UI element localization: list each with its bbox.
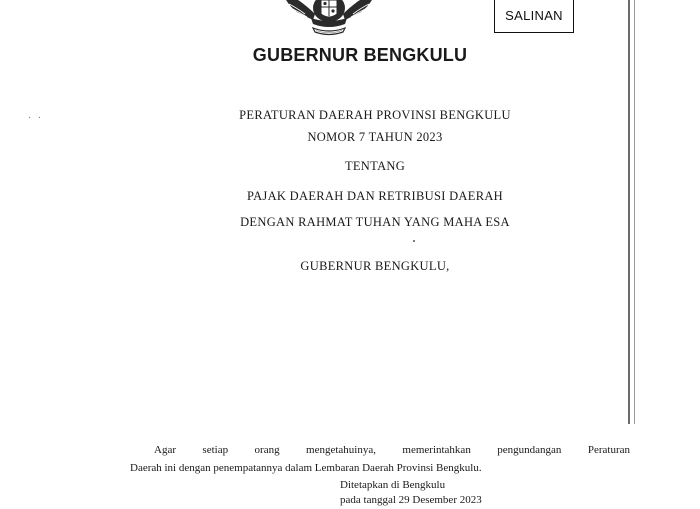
closing-paragraph-line-2: Daerah ini dengan penempatannya dalam Lembaran Daerah Provinsi Bengkulu. (130, 462, 482, 474)
document-header-title: GUBERNUR BENGKULU (252, 45, 468, 65)
regulation-governor: GUBERNUR BENGKULU, (300, 259, 450, 273)
garuda-emblem-icon (283, 0, 375, 40)
enacted-date: pada tanggal 29 Desember 2023 (340, 494, 482, 506)
stamp-label: SALINAN (505, 8, 563, 23)
regulation-number: NOMOR 7 TAHUN 2023 (307, 130, 443, 144)
salinan-stamp (494, 0, 574, 33)
enacted-place: Ditetapkan di Bengkulu (340, 479, 446, 491)
page-separator (0, 424, 700, 436)
regulation-about: TENTANG (344, 159, 406, 173)
scan-speck (413, 240, 415, 242)
regulation-subject: PAJAK DAERAH DAN RETRIBUSI DAERAH (247, 189, 503, 203)
regulation-title: PERATURAN DAERAH PROVINSI BENGKULU (239, 108, 511, 122)
page-edge-line (628, 0, 630, 430)
regulation-preamble: DENGAN RAHMAT TUHAN YANG MAHA ESA (240, 215, 510, 229)
closing-paragraph-line-1: Agar setiap orang mengetahuinya, memerintahkan pengundangan Peraturan (154, 444, 630, 456)
page-edge-line-inner (634, 0, 635, 430)
margin-marks: · · (28, 113, 44, 124)
